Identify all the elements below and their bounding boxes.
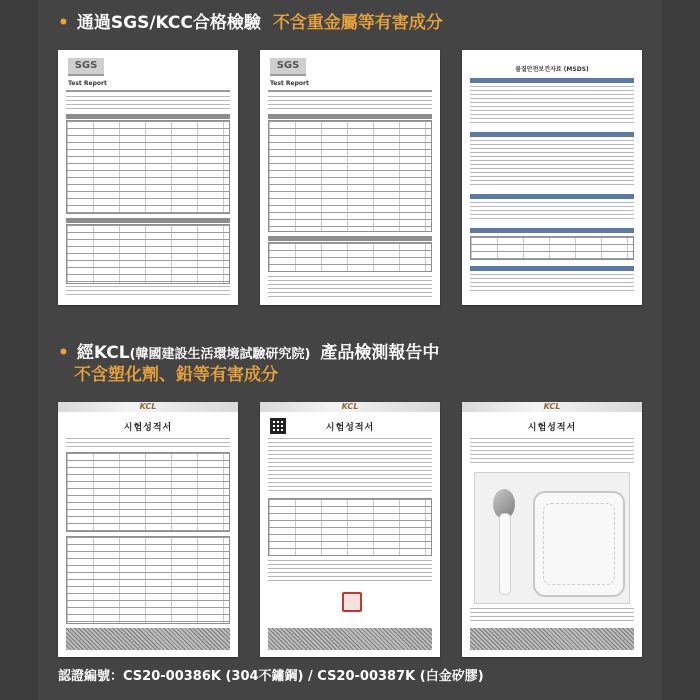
results-table [268,242,432,272]
results-table [66,224,230,284]
section2-heading [58,342,439,366]
doc-body-text [268,438,432,494]
results-table [66,452,230,532]
results-table [268,498,432,556]
sgs-logo: SGS [68,58,104,76]
doc-meta-text [66,438,230,448]
doc-body-text [470,86,634,126]
sgs-report-2 [260,50,440,305]
results-table [66,120,230,214]
results-table [268,120,432,232]
doc-heading: Test Report [270,80,309,87]
kcl-report-3 [462,402,642,657]
section-bar [470,194,634,199]
section2-title-prefix: 經KCL [76,343,130,363]
doc-heading: Test Report [68,80,107,87]
storage-case-icon [533,491,625,597]
doc-body-text [470,202,634,222]
table-header [268,114,432,119]
kcl-report-1 [58,402,238,657]
section-bar [470,228,634,233]
table-header [66,114,230,119]
sgs-logo: SGS [270,58,306,76]
table-header [66,218,230,223]
section-bar [470,78,634,83]
divider [66,90,230,92]
doc-footer-pattern [66,628,230,650]
bullet-icon: • [58,343,69,363]
section2-line2: 不含塑化劑、鉛等有害成分 [74,365,278,385]
results-table [66,536,230,624]
section1-title: 通過SGS/KCC合格檢驗 [76,13,261,33]
doc-meta-text [268,96,432,110]
doc-footer-text [268,276,432,298]
doc-meta-text [66,96,230,110]
divider [268,90,432,92]
section1-heading [58,12,443,34]
doc-footer-text [66,286,230,298]
doc-footer-pattern [268,628,432,650]
kcl-logo: KCL [543,402,561,411]
seal-stamp-icon [342,592,362,612]
kcl-logo: KCL [341,402,359,411]
certification-footer [58,669,484,685]
kcl-logo: KCL [139,402,157,411]
doc-body-text [470,274,634,294]
kcl-report-2 [260,402,440,657]
table-header [268,236,432,241]
doc-heading: 시험성적서 [527,423,577,433]
section1-subtitle: 不含重金屬等有害成分 [272,13,443,33]
doc-body-text [470,140,634,188]
msds-table [470,236,634,260]
doc-body-text [470,608,634,622]
product-photo [474,472,630,604]
spoon-handle [499,513,511,595]
section-bar [470,266,634,271]
doc-heading: 시험성적서 [325,423,375,433]
doc-heading: 시험성적서 [123,423,173,433]
doc-heading: 물질안전보건자료 (MSDS) [515,66,589,73]
doc-body-text [268,560,432,584]
doc-body-text [470,438,634,466]
doc-footer-pattern [470,628,634,650]
section2-title-org: (韓國建設生活環境試驗研究院) [129,347,311,362]
msds-document [462,50,642,305]
certification-codes: CS20-00386K (304不鏽鋼) / CS20-00387K (白金矽膠) [123,669,484,684]
section2-title-suffix: 產品檢測報告中 [320,343,440,363]
bullet-icon: • [58,13,69,33]
certification-label: 認證編號： [58,669,124,684]
section-bar [470,132,634,137]
sgs-report-1 [58,50,238,305]
